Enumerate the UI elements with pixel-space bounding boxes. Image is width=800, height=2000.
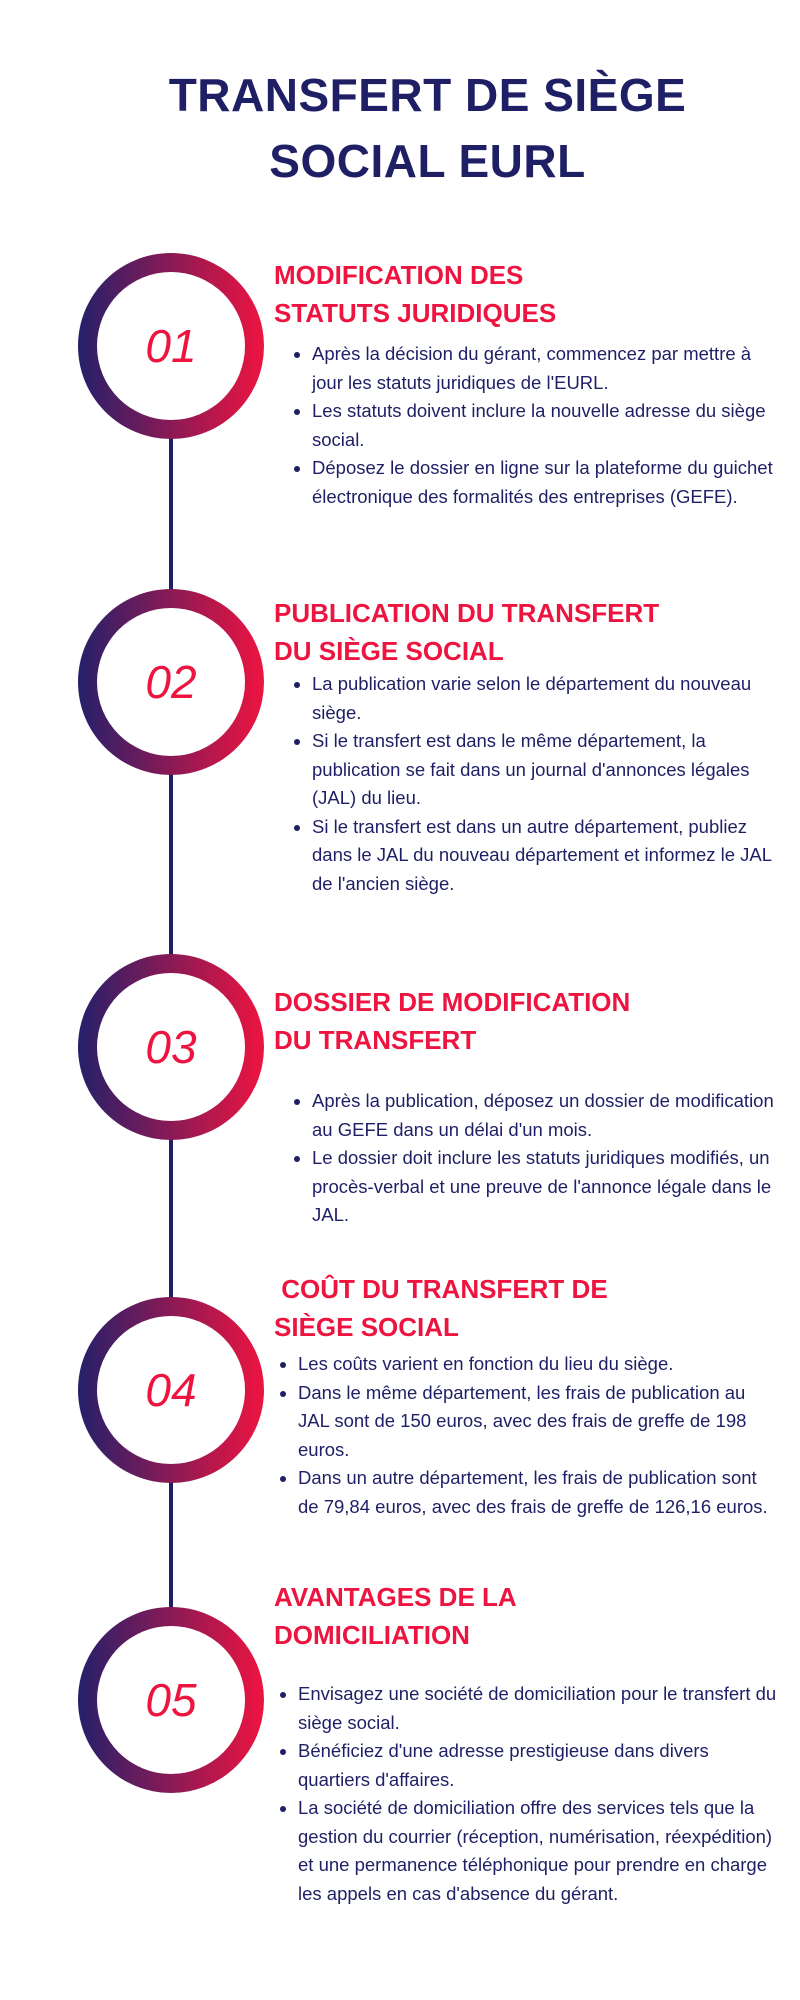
bullet-list: [290, 1087, 774, 1230]
heading-line: STATUTS JURIDIQUES: [274, 298, 557, 328]
step-2: [274, 594, 774, 898]
step-1-ring: [78, 253, 264, 439]
bullet-item: • La publication varie selon le département du nouveau siège.: [312, 670, 774, 727]
bullet-item: • Les coûts varient en fonction du lieu du siège.: [298, 1350, 774, 1379]
bullet-list: [276, 1680, 779, 1908]
bullet-item: • Après la publication, déposez un dossier de modification au GEFE dans un délai d'un mois.: [312, 1087, 774, 1144]
step-number: 02: [97, 608, 245, 756]
step-2-ring: [78, 589, 264, 775]
step-4-ring: [78, 1297, 264, 1483]
title-line-2: SOCIAL EURL: [269, 135, 586, 187]
bullet-item: • Bénéficiez d'une adresse prestigieuse dans divers quartiers d'affaires.: [298, 1737, 779, 1794]
step-3-ring: [78, 954, 264, 1140]
step-heading: [274, 1578, 779, 1654]
step-number: 01: [97, 272, 245, 420]
heading-line: PUBLICATION DU TRANSFERT: [274, 598, 660, 628]
heading-line: DOSSIER DE MODIFICATION: [274, 987, 631, 1017]
bullet-item: • Dans le même département, les frais de publication au JAL sont de 150 euros, avec des frais de greffe de 198 euros.: [298, 1379, 774, 1465]
step-heading: [274, 983, 774, 1059]
step-5-ring: [78, 1607, 264, 1793]
bullet-list: [290, 340, 774, 511]
heading-line: DU SIÈGE SOCIAL: [274, 636, 504, 666]
step-1: [274, 256, 774, 511]
bullet-item: • Déposez le dossier en ligne sur la plateforme du guichet électronique des formalités des entreprises (GEFE).: [312, 454, 774, 511]
step-heading: [274, 1270, 774, 1346]
step-4: [274, 1270, 774, 1521]
bullet-list: [290, 670, 774, 898]
heading-line: SIÈGE SOCIAL: [274, 1312, 459, 1342]
step-5: [274, 1578, 779, 1908]
bullet-item: • Les statuts doivent inclure la nouvelle adresse du siège social.: [312, 397, 774, 454]
heading-line: DOMICILIATION: [274, 1620, 470, 1650]
bullet-item: • Envisagez une société de domiciliation pour le transfert du siège social.: [298, 1680, 779, 1737]
bullet-item: • Si le transfert est dans un autre département, publiez dans le JAL du nouveau département et informez le JAL de l'ancien siège.: [312, 813, 774, 899]
step-number: 05: [97, 1626, 245, 1774]
heading-line: DU TRANSFERT: [274, 1025, 477, 1055]
bullet-list: [276, 1350, 774, 1521]
bullet-item: • Après la décision du gérant, commencez par mettre à jour les statuts juridiques de l'EURL.: [312, 340, 774, 397]
step-heading: [274, 594, 774, 670]
page-title: [0, 62, 800, 194]
heading-line: AVANTAGES DE LA: [274, 1582, 517, 1612]
bullet-item: • La société de domiciliation offre des services tels que la gestion du courrier (réception, numérisation, réexpédition) et une permanence téléphonique pour prendre en charge les appels en cas d'absence du gérant.: [298, 1794, 779, 1908]
heading-line: COÛT DU TRANSFERT DE: [274, 1274, 608, 1304]
step-number: 03: [97, 973, 245, 1121]
step-3: [274, 983, 774, 1230]
bullet-item: • Le dossier doit inclure les statuts juridiques modifiés, un procès-verbal et une preuve de l'annonce légale dans le JAL.: [312, 1144, 774, 1230]
bullet-item: • Si le transfert est dans le même département, la publication se fait dans un journal d'annonces légales (JAL) du lieu.: [312, 727, 774, 813]
step-heading: [274, 256, 774, 332]
title-line-1: TRANSFERT DE SIÈGE: [168, 69, 687, 121]
heading-line: MODIFICATION DES: [274, 260, 524, 290]
bullet-item: • Dans un autre département, les frais de publication sont de 79,84 euros, avec des frais de greffe de 126,16 euros.: [298, 1464, 774, 1521]
step-number: 04: [97, 1316, 245, 1464]
